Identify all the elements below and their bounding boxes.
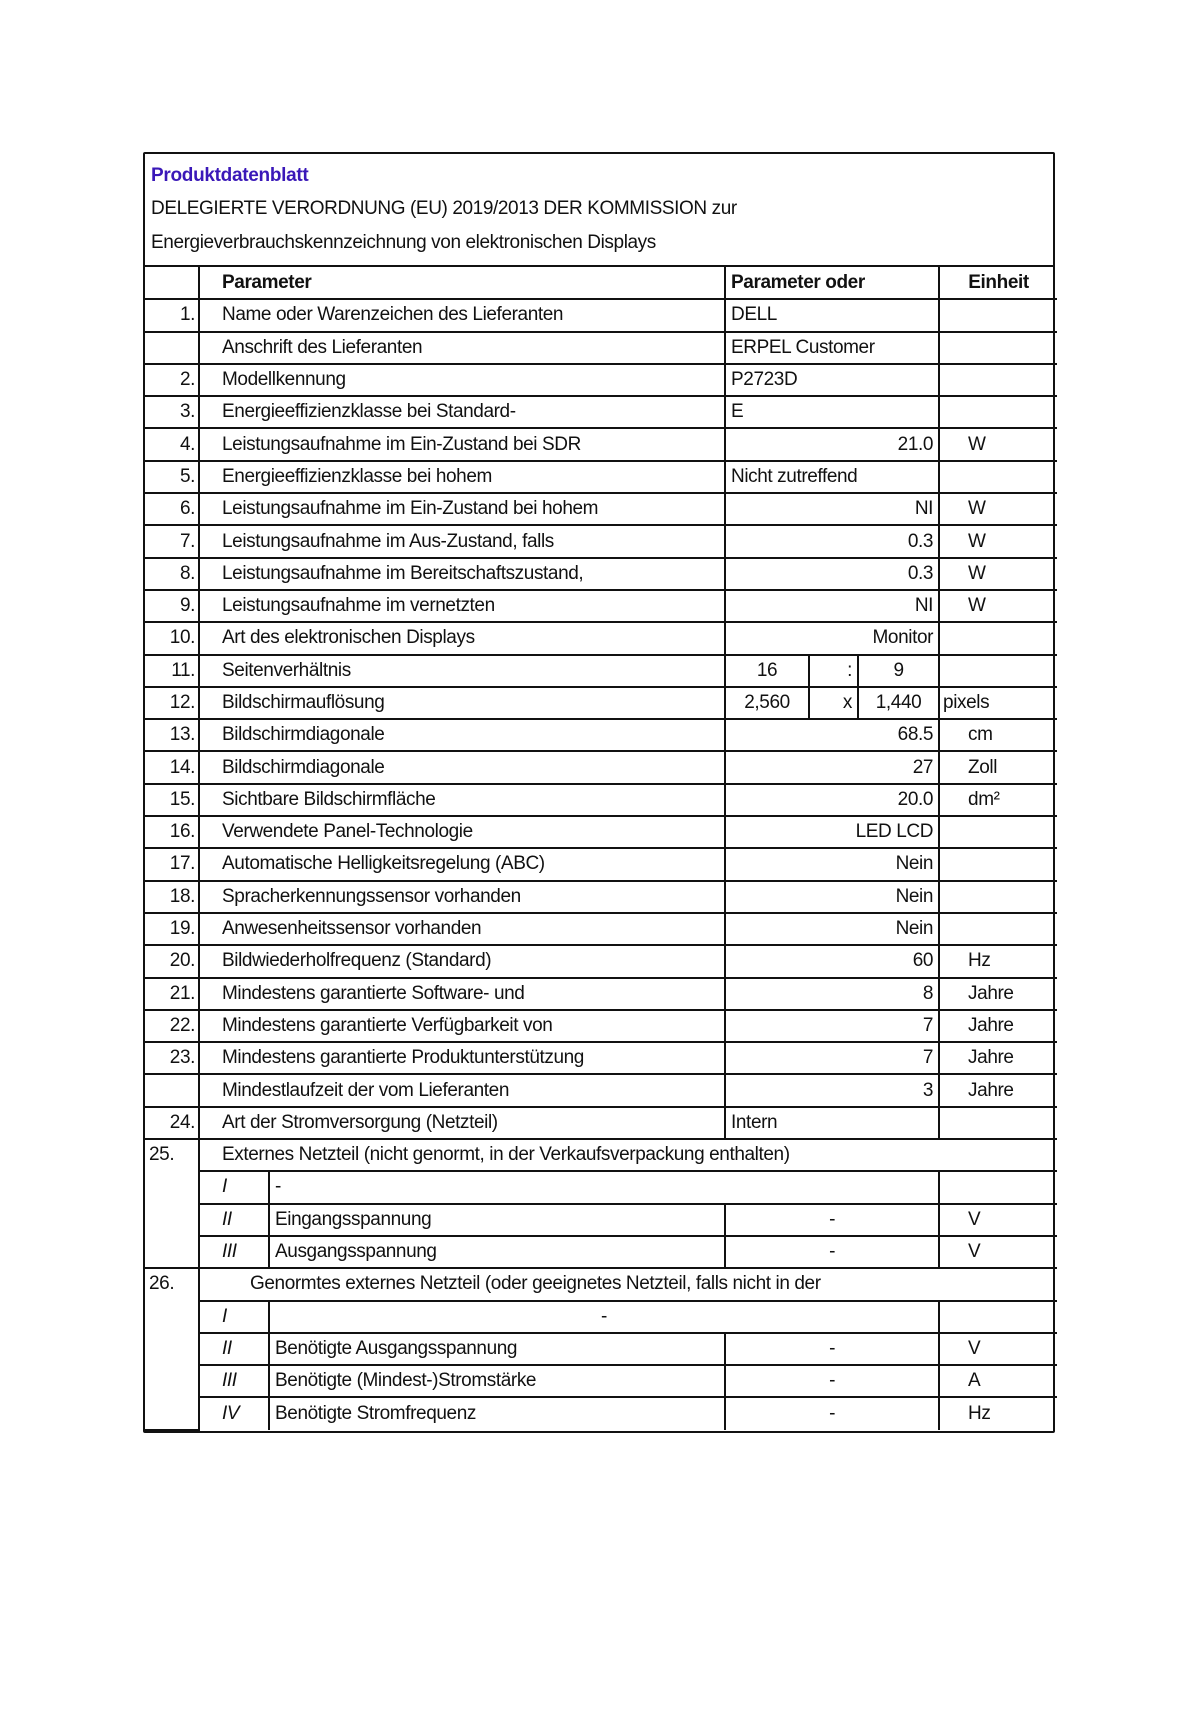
row-index: 1. xyxy=(145,299,199,331)
unit-cell xyxy=(939,881,1057,913)
parameter-label: Bildschirmdiagonale xyxy=(199,719,725,751)
unit-cell: V xyxy=(939,1204,1057,1236)
parameter-label: Art der Stromversorgung (Netzteil) xyxy=(199,1107,725,1139)
value-a: 16 xyxy=(725,655,809,687)
unit-cell xyxy=(939,299,1057,331)
unit-cell: Zoll xyxy=(939,751,1057,783)
table-row xyxy=(145,590,1057,622)
section26-title-row xyxy=(145,1268,1057,1300)
sub-label: - xyxy=(269,1301,939,1333)
unit-cell: Jahre xyxy=(939,1010,1057,1042)
parameter-value: 0.3 xyxy=(725,525,939,557)
sub-value: - xyxy=(725,1236,939,1268)
roman-numeral: IV xyxy=(199,1397,269,1429)
value-b: 9 xyxy=(858,655,939,687)
table-row xyxy=(145,396,1057,428)
unit-cell: V xyxy=(939,1236,1057,1268)
parameter-label: Verwendete Panel-Technologie xyxy=(199,816,725,848)
table-row xyxy=(145,299,1057,331)
table-row xyxy=(145,461,1057,493)
unit-cell xyxy=(939,364,1057,396)
parameter-value: 3 xyxy=(725,1074,939,1106)
row-index: 8. xyxy=(145,558,199,590)
parameter-label: Modellkennung xyxy=(199,364,725,396)
section-title: Genormtes externes Netzteil (oder geeignetes Netzteil, falls nicht in der xyxy=(199,1268,1057,1300)
sheet-header xyxy=(145,154,1053,267)
table-row xyxy=(145,622,1057,654)
unit-cell: Jahre xyxy=(939,1074,1057,1106)
table-row xyxy=(145,687,1057,719)
table-row xyxy=(145,848,1057,880)
parameter-value: Nein xyxy=(725,881,939,913)
row-index: 3. xyxy=(145,396,199,428)
table-row xyxy=(145,1042,1057,1074)
parameter-label: Automatische Helligkeitsregelung (ABC) xyxy=(199,848,725,880)
row-index: 4. xyxy=(145,428,199,460)
section-sub-row xyxy=(145,1236,1057,1268)
unit-cell xyxy=(939,1107,1057,1139)
table-row xyxy=(145,1107,1057,1139)
table-row xyxy=(145,1010,1057,1042)
regulation-line-2: Energieverbrauchskennzeichnung von elektronischen Displays xyxy=(151,232,656,253)
unit-cell: W xyxy=(939,493,1057,525)
roman-numeral: I xyxy=(199,1171,269,1203)
table-row xyxy=(145,558,1057,590)
table-row xyxy=(145,945,1057,977)
section-sub-row xyxy=(145,1333,1057,1365)
table-row xyxy=(145,332,1057,364)
parameter-value: NI xyxy=(725,493,939,525)
table-row xyxy=(145,751,1057,783)
section25-title-row xyxy=(145,1139,1057,1171)
section-sub-row xyxy=(145,1397,1057,1429)
parameter-label: Anwesenheitssensor vorhanden xyxy=(199,913,725,945)
row-index: 15. xyxy=(145,784,199,816)
parameter-label: Mindestens garantierte Produktunterstützung xyxy=(199,1042,725,1074)
table-row xyxy=(145,655,1057,687)
unit-cell xyxy=(939,655,1057,687)
sheet-title: Produktdatenblatt xyxy=(151,165,309,186)
unit-cell: V xyxy=(939,1333,1057,1365)
unit-cell: Jahre xyxy=(939,1042,1057,1074)
parameter-label: Art des elektronischen Displays xyxy=(199,622,725,654)
row-index: 2. xyxy=(145,364,199,396)
section-sub-row xyxy=(145,1301,1057,1333)
roman-numeral: III xyxy=(199,1365,269,1397)
row-index: 23. xyxy=(145,1042,199,1074)
section-sub-row xyxy=(145,1365,1057,1397)
parameter-label: Anschrift des Lieferanten xyxy=(199,332,725,364)
parameter-value: 68.5 xyxy=(725,719,939,751)
parameter-value: 60 xyxy=(725,945,939,977)
table-row xyxy=(145,913,1057,945)
roman-numeral: II xyxy=(199,1204,269,1236)
table-row xyxy=(145,978,1057,1010)
unit-column-header: Einheit xyxy=(939,267,1057,299)
parameter-table xyxy=(145,267,1057,1431)
parameter-value: 0.3 xyxy=(725,558,939,590)
parameter-label: Sichtbare Bildschirmfläche xyxy=(199,784,725,816)
parameter-value: E xyxy=(725,396,939,428)
unit-cell: A xyxy=(939,1365,1057,1397)
table-row xyxy=(145,364,1057,396)
parameter-label: Mindestens garantierte Software- und xyxy=(199,978,725,1010)
parameter-value: DELL xyxy=(725,299,939,331)
unit-cell xyxy=(939,816,1057,848)
parameter-label: Bildschirmauflösung xyxy=(199,687,725,719)
parameter-value: 21.0 xyxy=(725,428,939,460)
sub-label: Ausgangsspannung xyxy=(269,1236,725,1268)
parameter-label: Seitenverhältnis xyxy=(199,655,725,687)
row-index: 16. xyxy=(145,816,199,848)
row-index: 11. xyxy=(145,655,199,687)
regulation-line-1: DELEGIERTE VERORDNUNG (EU) 2019/2013 DER KOMMISSION zur xyxy=(151,198,737,219)
unit-cell: pixels xyxy=(939,687,1057,719)
sub-label: Benötigte Stromfrequenz xyxy=(269,1397,725,1429)
parameter-label: Bildwiederholfrequenz (Standard) xyxy=(199,945,725,977)
parameter-value: Monitor xyxy=(725,622,939,654)
row-index: 6. xyxy=(145,493,199,525)
unit-cell: cm xyxy=(939,719,1057,751)
value-a: 2,560 xyxy=(725,687,809,719)
value-separator: x xyxy=(809,687,858,719)
row-index: 12. xyxy=(145,687,199,719)
roman-numeral: II xyxy=(199,1333,269,1365)
sub-value: - xyxy=(725,1365,939,1397)
unit-cell: dm² xyxy=(939,784,1057,816)
table-row xyxy=(145,784,1057,816)
parameter-label: Leistungsaufnahme im Ein-Zustand bei SDR xyxy=(199,428,725,460)
value-b: 1,440 xyxy=(858,687,939,719)
unit-cell: W xyxy=(939,525,1057,557)
row-index: 18. xyxy=(145,881,199,913)
sub-value: - xyxy=(725,1333,939,1365)
parameter-label: Bildschirmdiagonale xyxy=(199,751,725,783)
parameter-label: Leistungsaufnahme im Bereitschaftszustand, xyxy=(199,558,725,590)
row-index: 7. xyxy=(145,525,199,557)
parameter-value: P2723D xyxy=(725,364,939,396)
unit-cell: Hz xyxy=(939,1397,1057,1429)
sub-label: Eingangsspannung xyxy=(269,1204,725,1236)
table-row xyxy=(145,816,1057,848)
section-index: 25. xyxy=(145,1139,199,1268)
row-index: 9. xyxy=(145,590,199,622)
product-data-sheet xyxy=(143,152,1055,1433)
row-index: 13. xyxy=(145,719,199,751)
row-index: 17. xyxy=(145,848,199,880)
parameter-column-header: Parameter xyxy=(199,267,725,299)
sub-value: - xyxy=(725,1397,939,1429)
unit-cell xyxy=(939,461,1057,493)
unit-cell: Jahre xyxy=(939,978,1057,1010)
row-index: 22. xyxy=(145,1010,199,1042)
row-index: 21. xyxy=(145,978,199,1010)
row-index: 20. xyxy=(145,945,199,977)
value-separator: : xyxy=(809,655,858,687)
parameter-label: Name oder Warenzeichen des Lieferanten xyxy=(199,299,725,331)
parameter-value: LED LCD xyxy=(725,816,939,848)
parameter-value: 8 xyxy=(725,978,939,1010)
table-row xyxy=(145,428,1057,460)
sub-label: Benötigte (Mindest-)Stromstärke xyxy=(269,1365,725,1397)
table-row xyxy=(145,881,1057,913)
sub-label: Benötigte Ausgangsspannung xyxy=(269,1333,725,1365)
parameter-label: Mindestens garantierte Verfügbarkeit von xyxy=(199,1010,725,1042)
parameter-value: Nein xyxy=(725,913,939,945)
row-index xyxy=(145,1074,199,1106)
parameter-label: Energieeffizienzklasse bei Standard- xyxy=(199,396,725,428)
table-row xyxy=(145,719,1057,751)
parameter-value: NI xyxy=(725,590,939,622)
unit-cell xyxy=(939,913,1057,945)
row-index: 10. xyxy=(145,622,199,654)
parameter-value: ERPEL Customer xyxy=(725,332,939,364)
unit-cell: W xyxy=(939,590,1057,622)
row-index: 5. xyxy=(145,461,199,493)
parameter-label: Mindestlaufzeit der vom Lieferanten xyxy=(199,1074,725,1106)
unit-cell: W xyxy=(939,428,1057,460)
unit-cell xyxy=(939,1171,1057,1203)
table-row xyxy=(145,525,1057,557)
parameter-value: 27 xyxy=(725,751,939,783)
parameter-value: 20.0 xyxy=(725,784,939,816)
table-row xyxy=(145,1074,1057,1106)
sub-value: - xyxy=(725,1204,939,1236)
table-row xyxy=(145,493,1057,525)
row-index: 24. xyxy=(145,1107,199,1139)
parameter-value: Nicht zutreffend xyxy=(725,461,939,493)
section-sub-row xyxy=(145,1171,1057,1203)
unit-cell xyxy=(939,396,1057,428)
roman-numeral: III xyxy=(199,1236,269,1268)
unit-cell: Hz xyxy=(939,945,1057,977)
parameter-value: 7 xyxy=(725,1042,939,1074)
section-sub-row xyxy=(145,1204,1057,1236)
section-title: Externes Netzteil (nicht genormt, in der Verkaufsverpackung enthalten) xyxy=(199,1139,1057,1171)
sub-label: - xyxy=(269,1171,939,1203)
row-index: 14. xyxy=(145,751,199,783)
parameter-value: Nein xyxy=(725,848,939,880)
parameter-label: Leistungsaufnahme im Ein-Zustand bei hohem xyxy=(199,493,725,525)
unit-cell xyxy=(939,848,1057,880)
unit-cell xyxy=(939,622,1057,654)
parameter-label: Spracherkennungssensor vorhanden xyxy=(199,881,725,913)
unit-cell xyxy=(939,332,1057,364)
parameter-label: Leistungsaufnahme im Aus-Zustand, falls xyxy=(199,525,725,557)
table-header-row xyxy=(145,267,1057,299)
row-index: 19. xyxy=(145,913,199,945)
section-index: 26. xyxy=(145,1268,199,1429)
index-header-cell xyxy=(145,267,199,299)
row-index xyxy=(145,332,199,364)
value-column-header: Parameter oder xyxy=(725,267,939,299)
unit-cell xyxy=(939,1301,1057,1333)
unit-cell: W xyxy=(939,558,1057,590)
parameter-value: 7 xyxy=(725,1010,939,1042)
parameter-label: Energieeffizienzklasse bei hohem xyxy=(199,461,725,493)
parameter-value: Intern xyxy=(725,1107,939,1139)
parameter-label: Leistungsaufnahme im vernetzten xyxy=(199,590,725,622)
roman-numeral: I xyxy=(199,1301,269,1333)
